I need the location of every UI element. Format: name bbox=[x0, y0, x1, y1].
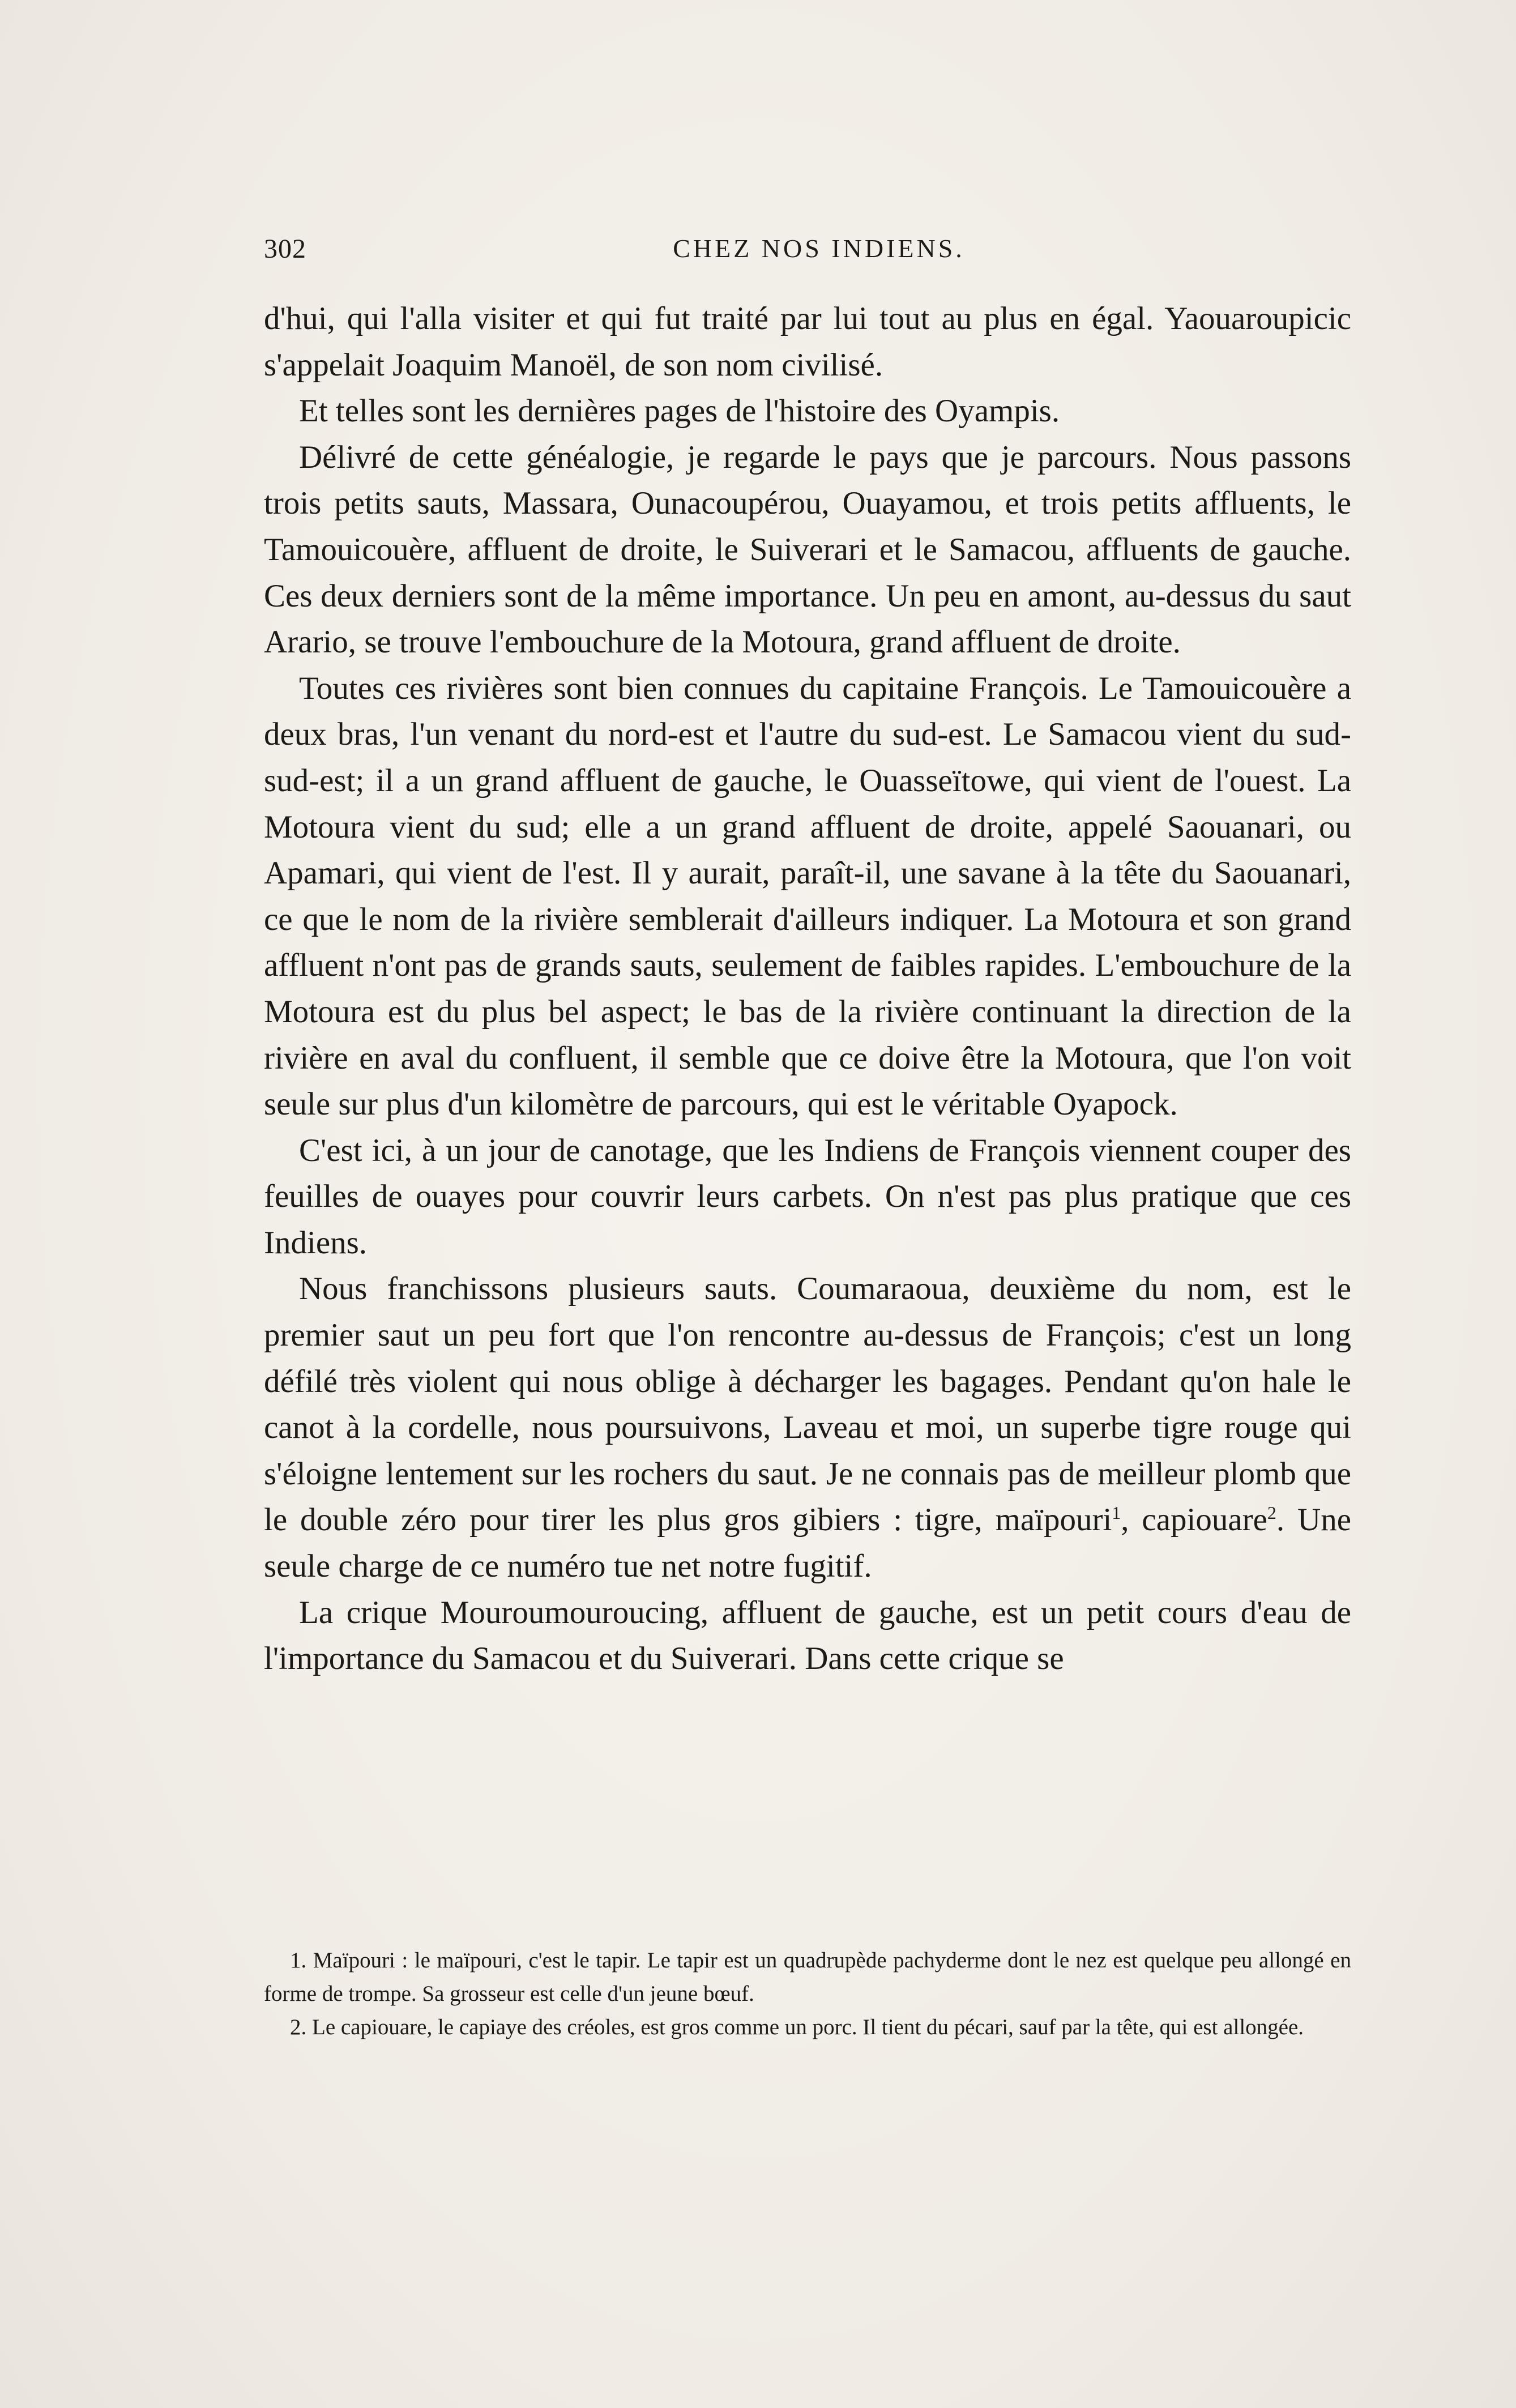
paragraph-6-text-a: Nous franchissons plusieurs sauts. Coumaraoua, deuxième du nom, est le premier saut un peu fort que l'on rencontre au-dessus de François; c'est un long défilé très violent qui nous oblige à décharger les bagages. Pendant qu'on hale le canot à la cordelle, nous poursuivons, Laveau et moi, un superbe tigre rouge qui s'éloigne lentement sur les rochers du saut. Je ne connais pas de meilleur plomb que le double zéro pour tirer les plus gros gibiers : tigre, maïpouri bbox=[264, 1271, 1351, 1538]
footnote-ref-2: 2 bbox=[1267, 1502, 1276, 1523]
footnotes bbox=[264, 1944, 1351, 2044]
page-number: 302 bbox=[264, 234, 306, 264]
paragraph-6-text-b: , capiouare bbox=[1121, 1502, 1267, 1538]
paragraph-6-text-c: . Une seule charge de ce numéro tue net notre fugitif. bbox=[264, 1502, 1352, 1585]
page-header bbox=[264, 233, 1351, 273]
main-text bbox=[264, 296, 1351, 1682]
footnote-2: 2. Le capiouare, le capiaye des créoles, est gros comme un porc. Il tient du pécari, sauf par la tête, qui est allongée. bbox=[290, 2015, 1304, 2039]
paragraph-3: Délivré de cette généalogie, je regarde le pays que je parcours. Nous passons trois petits sauts, Massara, Ounacoupérou, Ouayamou, et trois petits affluents, le Tamouicouère, affluent de droite, le Suiverari et le Samacou, affluents de gauche. Ces deux derniers sont de la même importance. Un peu en amont, au-dessus du saut Arario, se trouve l'embouchure de la Motoura, grand affluent de droite. bbox=[264, 439, 1351, 660]
footnote-1: 1. Maïpouri : le maïpouri, c'est le tapir. Le tapir est un quadrupède pachyderme dont le nez est quelque peu allongé en forme de trompe. Sa grosseur est celle d'un jeune bœuf. bbox=[264, 1948, 1351, 2006]
paragraph-6 bbox=[264, 1266, 1351, 1589]
running-head: CHEZ NOS INDIENS. bbox=[673, 234, 965, 263]
paragraph-7: La crique Mouroumouroucing, affluent de gauche, est un petit cours d'eau de l'importance du Samacou et du Suiverari. Dans cette crique se bbox=[264, 1594, 1351, 1677]
paragraph-2: Et telles sont les dernières pages de l'histoire des Oyampis. bbox=[299, 393, 1060, 429]
footnote-ref-1: 1 bbox=[1112, 1502, 1121, 1523]
paragraph-4: Toutes ces rivières sont bien connues du capitaine François. Le Tamouicouère a deux bras, l'un venant du nord-est et l'autre du sud-est. Le Samacou vient du sud-sud-est; il a un grand affluent de gauche, le Ouasseïtowe, qui vient de l'ouest. La Motoura vient du sud; elle a un grand affluent de droite, appelé Saouanari, ou Apamari, qui vient de l'est. Il y aurait, paraît-il, une savane à la tête du Saouanari, ce que le nom de la rivière semblerait d'ailleurs indiquer. La Motoura et son grand affluent n'ont pas de grands sauts, seulement de faibles rapides. L'embouchure de la Motoura est du plus bel aspect; le bas de la rivière continuant la direction de la rivière en aval du confluent, il semble que ce doive être la Motoura, que l'on voit seule sur plus d'un kilomètre de parcours, qui est le véritable Oyapock. bbox=[264, 670, 1351, 1122]
paragraph-1: d'hui, qui l'alla visiter et qui fut traité par lui tout au plus en égal. Yaouaroupicic s'appelait Joaquim Manoël, de son nom civilisé. bbox=[264, 301, 1351, 383]
paragraph-5: C'est ici, à un jour de canotage, que les Indiens de François viennent couper des feuilles de ouayes pour couvrir leurs carbets. On n'est pas plus pratique que ces Indiens. bbox=[264, 1132, 1351, 1261]
